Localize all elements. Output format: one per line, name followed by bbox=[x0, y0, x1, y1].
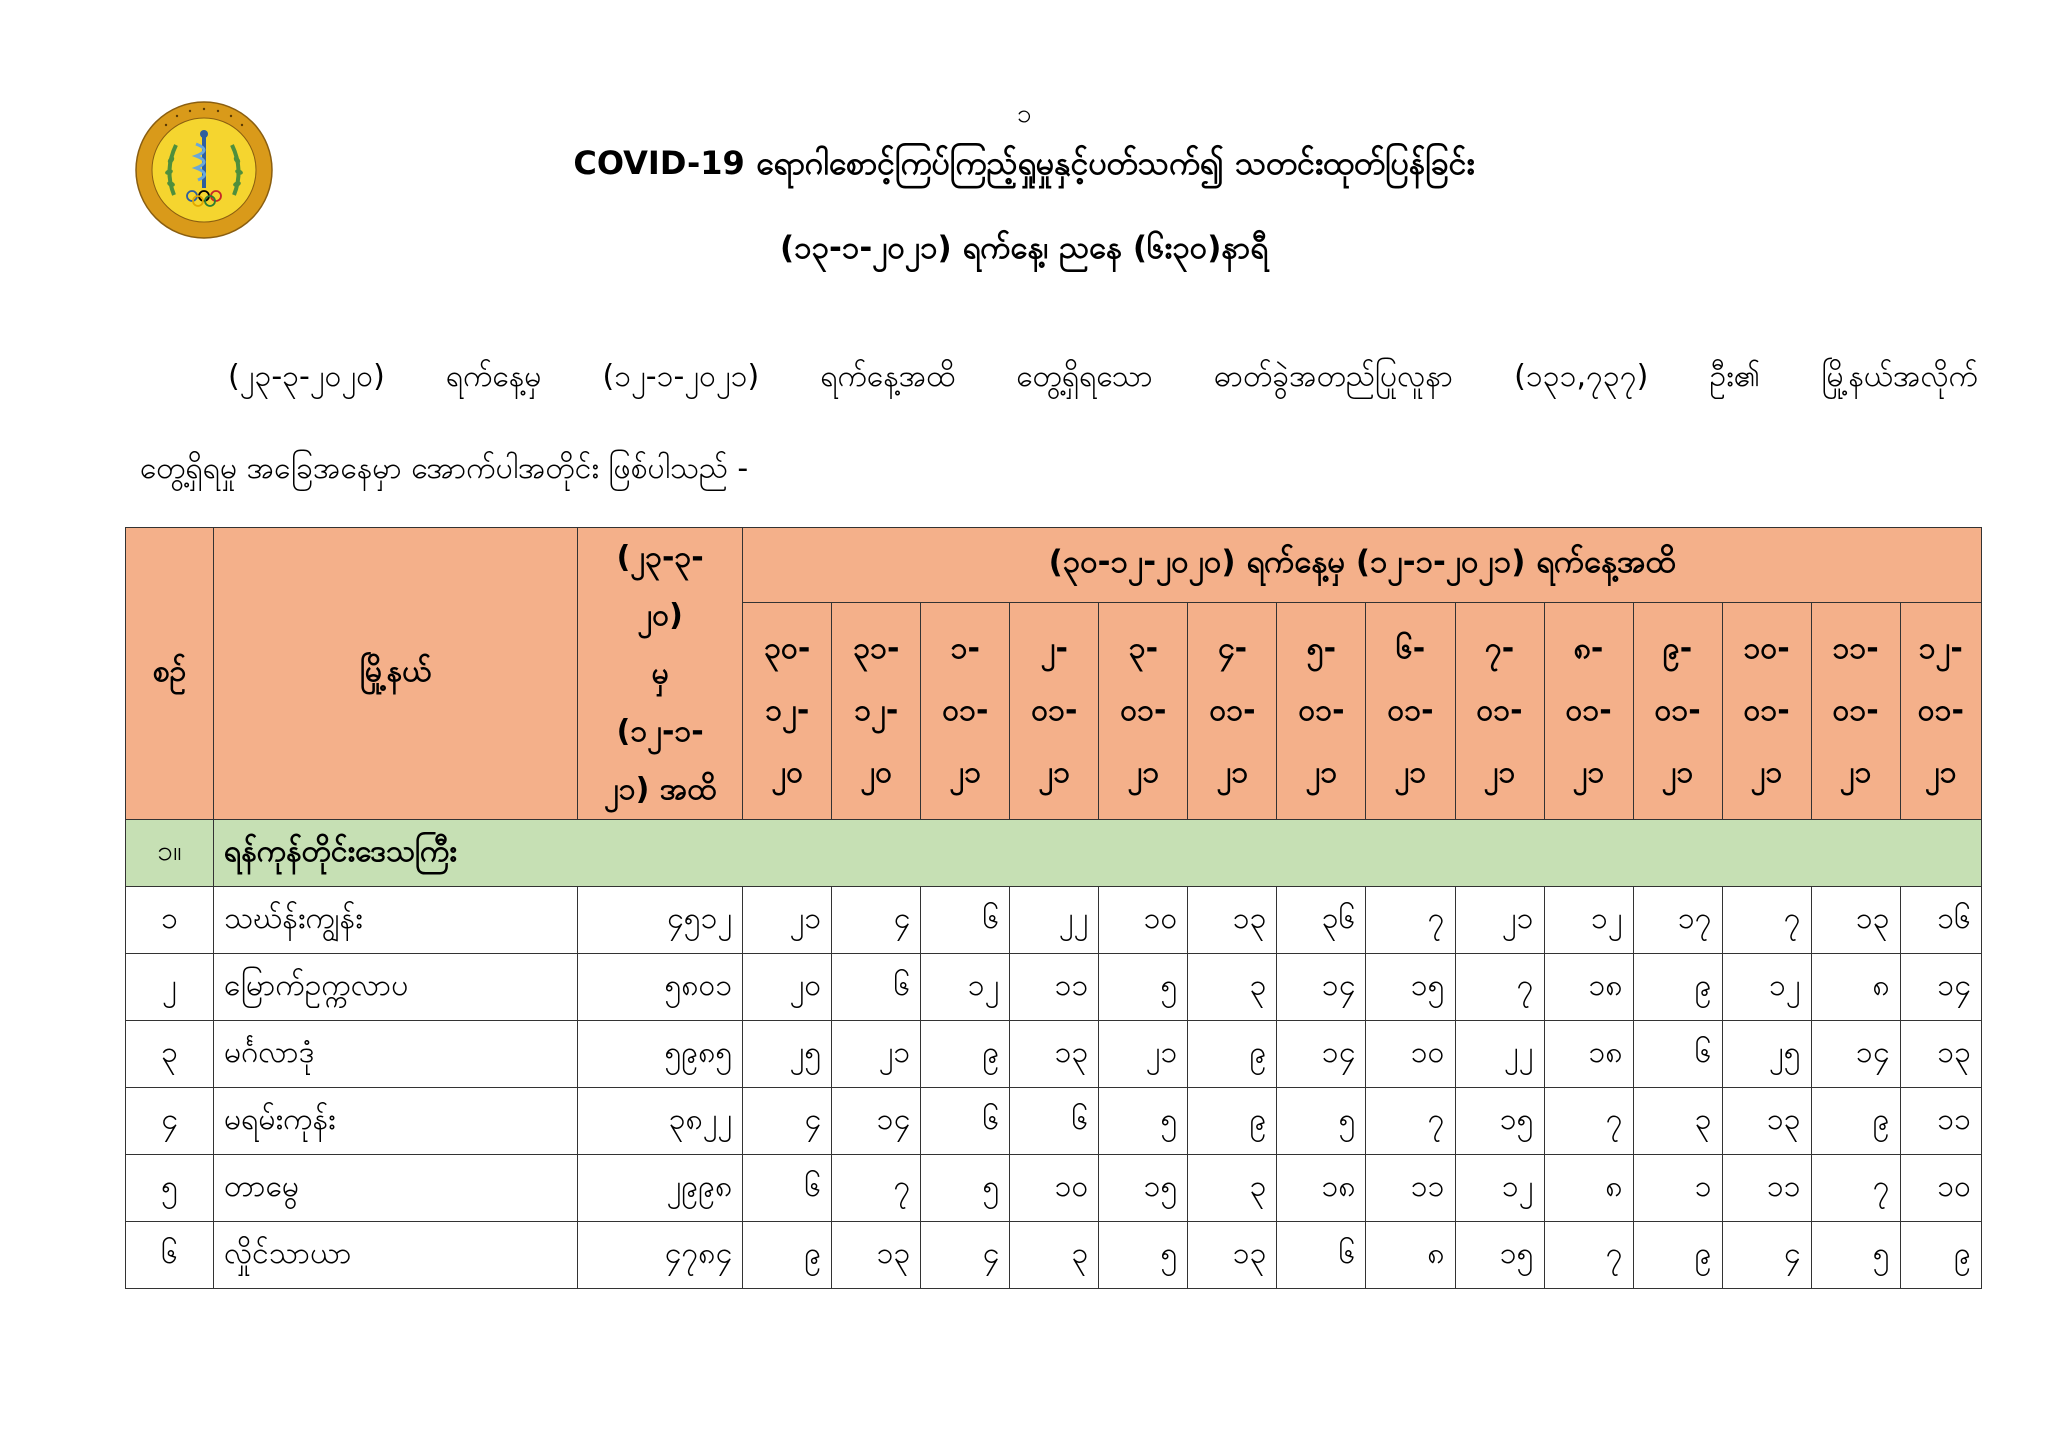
row-daily-count: ၁၄ bbox=[1811, 1021, 1900, 1088]
row-township-name: တာမွေ bbox=[214, 1155, 578, 1222]
date-header-cell bbox=[1455, 603, 1544, 820]
row-daily-count: ၉ bbox=[1188, 1088, 1277, 1155]
date-header-line: ၀၁- bbox=[1476, 693, 1523, 728]
row-daily-count: ၁၅ bbox=[1455, 1222, 1544, 1289]
row-serial-number: ၅ bbox=[126, 1155, 214, 1222]
row-daily-count: ၈ bbox=[1366, 1222, 1455, 1289]
cumulative-header-line: (၁၂-၁- bbox=[616, 713, 704, 749]
date-header-line: ၂၁ bbox=[1925, 755, 1957, 790]
row-daily-count: ၁၇ bbox=[1633, 887, 1722, 954]
row-cumulative-total: ၄၅၁၂ bbox=[578, 887, 743, 954]
date-header-line: ၂၁ bbox=[1750, 755, 1783, 790]
column-header-date-range: (၃၀-၁၂-၂၀၂၀) ရက်နေ့မှ (၁၂-၁-၂၀၂၁) ရက်နေ့အထိ bbox=[743, 528, 1982, 603]
date-header-line: ၄- bbox=[1217, 631, 1248, 666]
row-daily-count: ၁၃ bbox=[1722, 1088, 1811, 1155]
date-header-line: ၉- bbox=[1662, 631, 1693, 666]
row-daily-count: ၁၀ bbox=[1099, 887, 1188, 954]
date-header-line: ၂၁ bbox=[949, 755, 982, 790]
date-header-line: ၁၂- bbox=[1918, 631, 1963, 666]
row-daily-count: ၁၀ bbox=[1900, 1155, 1981, 1222]
page-title: COVID-19 ရောဂါစောင့်ကြပ်ကြည့်ရှုမှုနှင့်ပတ်သက်၍ သတင်းထုတ်ပြန်ခြင်း bbox=[573, 144, 1475, 182]
column-header-cumulative bbox=[578, 528, 743, 820]
row-daily-count: ၆ bbox=[921, 887, 1010, 954]
row-daily-count: ၁၃ bbox=[1811, 887, 1900, 954]
region-row bbox=[126, 820, 1982, 887]
row-daily-count: ၂၅ bbox=[743, 1021, 832, 1088]
row-daily-count: ၁၁ bbox=[1366, 1155, 1455, 1222]
date-header-line: ၀၁- bbox=[1565, 693, 1612, 728]
row-daily-count: ၉ bbox=[1633, 954, 1722, 1021]
date-header-cell bbox=[1544, 603, 1633, 820]
date-header-line: ၀၁- bbox=[1654, 693, 1701, 728]
township-cases-table bbox=[125, 527, 1982, 1289]
date-header-line: ၂၁ bbox=[1572, 755, 1605, 790]
row-daily-count: ၁၂ bbox=[921, 954, 1010, 1021]
date-header-line: ၂၁ bbox=[1127, 755, 1160, 790]
row-daily-count: ၁၀ bbox=[1366, 1021, 1455, 1088]
row-daily-count: ၅ bbox=[1099, 1222, 1188, 1289]
date-header-line: ၆- bbox=[1395, 631, 1426, 666]
row-daily-count: ၁၂ bbox=[1544, 887, 1633, 954]
row-daily-count: ၂၁ bbox=[743, 887, 832, 954]
row-serial-number: ၆ bbox=[126, 1222, 214, 1289]
date-header-line: ၀၁- bbox=[1387, 693, 1434, 728]
row-daily-count: ၉ bbox=[1188, 1021, 1277, 1088]
date-header-line: ၀၁- bbox=[1917, 693, 1964, 728]
table-row bbox=[126, 954, 1982, 1021]
row-township-name: မင်္ဂလာဒုံ bbox=[214, 1021, 578, 1088]
date-header-cell bbox=[743, 603, 832, 820]
row-township-name: လှိုင်သာယာ bbox=[214, 1222, 578, 1289]
date-header-line: ၂၁ bbox=[1394, 755, 1427, 790]
row-township-name: သဃ်န်းကျွန်း bbox=[214, 887, 578, 954]
row-daily-count: ၁၅ bbox=[1099, 1155, 1188, 1222]
date-header-cell bbox=[832, 603, 921, 820]
date-header-line: ၃- bbox=[1128, 631, 1159, 666]
row-daily-count: ၁၄ bbox=[832, 1088, 921, 1155]
row-daily-count: ၃ bbox=[1633, 1088, 1722, 1155]
date-header-line: ၃၁- bbox=[853, 631, 900, 666]
date-header-cell bbox=[1188, 603, 1277, 820]
row-daily-count: ၁၅ bbox=[1455, 1088, 1544, 1155]
row-daily-count: ၃၆ bbox=[1277, 887, 1366, 954]
date-header-line: ၂၁ bbox=[1038, 755, 1071, 790]
cumulative-header-line: ၂၀) bbox=[637, 597, 683, 633]
date-header-line: ၁၂- bbox=[854, 693, 899, 728]
row-daily-count: ၁၁ bbox=[1722, 1155, 1811, 1222]
row-daily-count: ၄ bbox=[743, 1088, 832, 1155]
row-daily-count: ၆ bbox=[743, 1155, 832, 1222]
row-daily-count: ၁၃ bbox=[1900, 1021, 1981, 1088]
row-daily-count: ၁၁ bbox=[1010, 954, 1099, 1021]
row-daily-count: ၁၈ bbox=[1544, 954, 1633, 1021]
row-daily-count: ၇ bbox=[1811, 1155, 1900, 1222]
row-daily-count: ၆ bbox=[1277, 1222, 1366, 1289]
row-daily-count: ၁၃ bbox=[832, 1222, 921, 1289]
date-header-line: ၁၂- bbox=[765, 693, 810, 728]
date-header-line: ၅- bbox=[1306, 631, 1337, 666]
table-row bbox=[126, 887, 1982, 954]
row-daily-count: ၇ bbox=[832, 1155, 921, 1222]
row-township-name: မရမ်းကုန်း bbox=[214, 1088, 578, 1155]
date-header-cell bbox=[1366, 603, 1455, 820]
row-serial-number: ၁ bbox=[126, 887, 214, 954]
region-number: ၁။ bbox=[126, 820, 214, 887]
row-township-name: မြောက်ဥက္ကလာပ bbox=[214, 954, 578, 1021]
row-daily-count: ၁၁ bbox=[1900, 1088, 1981, 1155]
date-header-line: ၀၁- bbox=[1209, 693, 1256, 728]
row-daily-count: ၈ bbox=[1811, 954, 1900, 1021]
row-daily-count: ၆ bbox=[921, 1088, 1010, 1155]
row-daily-count: ၁၆ bbox=[1900, 887, 1981, 954]
row-daily-count: ၉ bbox=[921, 1021, 1010, 1088]
date-header-line: ၂၁ bbox=[1483, 755, 1516, 790]
row-daily-count: ၇ bbox=[1722, 887, 1811, 954]
row-daily-count: ၁၂ bbox=[1455, 1155, 1544, 1222]
date-header-line: ၃၀- bbox=[764, 631, 811, 666]
row-daily-count: ၇ bbox=[1544, 1222, 1633, 1289]
intro-paragraph-line-1: (၂၃-၃-၂၀၂၀) ရက်နေ့မှ (၁၂-၁-၂၀၂၁) ရက်နေ့အထိ တွေ့ရှိရသော ဓာတ်ခွဲအတည်ပြုလူနာ (၁၃၁,၇၃၇) ဦး၏ မြို့နယ်အလိုက် bbox=[228, 359, 1978, 394]
row-daily-count: ၆ bbox=[1633, 1021, 1722, 1088]
column-header-serial-no: စဉ် bbox=[126, 528, 214, 820]
cumulative-header-line: ၂၁) အထိ bbox=[604, 771, 717, 807]
date-header-line: ၀၁- bbox=[1298, 693, 1345, 728]
intro-paragraph-line-2: တွေ့ရှိရမှု အခြေအနေမှာ အောက်ပါအတိုင်း ဖြစ်ပါသည် - bbox=[140, 451, 749, 486]
cumulative-header-line: (၂၃-၃- bbox=[616, 539, 704, 575]
row-daily-count: ၁၀ bbox=[1010, 1155, 1099, 1222]
row-daily-count: ၂၁ bbox=[1099, 1021, 1188, 1088]
row-cumulative-total: ၃၈၂၂ bbox=[578, 1088, 743, 1155]
column-header-township: မြို့နယ် bbox=[214, 528, 578, 820]
row-daily-count: ၂၂ bbox=[1455, 1021, 1544, 1088]
date-header-line: ၀၁- bbox=[1832, 693, 1879, 728]
date-header-line: ၀၁- bbox=[1031, 693, 1078, 728]
row-daily-count: ၁၄ bbox=[1900, 954, 1981, 1021]
row-daily-count: ၆ bbox=[1010, 1088, 1099, 1155]
row-daily-count: ၂၂ bbox=[1010, 887, 1099, 954]
row-daily-count: ၁ bbox=[1633, 1155, 1722, 1222]
row-daily-count: ၃ bbox=[1010, 1222, 1099, 1289]
date-header-cell bbox=[1811, 603, 1900, 820]
date-header-line: ၂၀ bbox=[771, 755, 804, 790]
date-header-line: ၀၁- bbox=[1120, 693, 1167, 728]
row-daily-count: ၅ bbox=[1099, 1088, 1188, 1155]
row-daily-count: ၉ bbox=[1900, 1222, 1981, 1289]
row-daily-count: ၂၀ bbox=[743, 954, 832, 1021]
date-header-cell bbox=[1277, 603, 1366, 820]
row-daily-count: ၁၈ bbox=[1277, 1155, 1366, 1222]
date-header-line: ၁၁- bbox=[1832, 631, 1879, 666]
row-daily-count: ၂၅ bbox=[1722, 1021, 1811, 1088]
table-row bbox=[126, 1088, 1982, 1155]
date-header-line: ၁၀- bbox=[1743, 631, 1790, 666]
row-daily-count: ၁၈ bbox=[1544, 1021, 1633, 1088]
date-header-line: ၀၁- bbox=[942, 693, 989, 728]
row-daily-count: ၉ bbox=[1633, 1222, 1722, 1289]
row-daily-count: ၉ bbox=[1811, 1088, 1900, 1155]
row-daily-count: ၇ bbox=[1455, 954, 1544, 1021]
date-header-line: ၂- bbox=[1040, 631, 1068, 666]
date-header-line: ၂၁ bbox=[1216, 755, 1249, 790]
date-header-line: ၂၁ bbox=[1661, 755, 1694, 790]
date-header-cell bbox=[1900, 603, 1981, 820]
date-header-line: ၁- bbox=[950, 631, 980, 666]
date-header-cell bbox=[1633, 603, 1722, 820]
page-number: ၁ bbox=[1016, 99, 1032, 129]
cumulative-header-line: မှ bbox=[651, 655, 669, 691]
row-daily-count: ၁၅ bbox=[1366, 954, 1455, 1021]
row-daily-count: ၁၂ bbox=[1722, 954, 1811, 1021]
row-daily-count: ၅ bbox=[1277, 1088, 1366, 1155]
row-cumulative-total: ၅၈၀၁ bbox=[578, 954, 743, 1021]
region-name: ရန်ကုန်တိုင်းဒေသကြီး bbox=[214, 820, 1982, 887]
row-serial-number: ၃ bbox=[126, 1021, 214, 1088]
date-header-line: ၂၀ bbox=[860, 755, 893, 790]
date-header-cell bbox=[921, 603, 1010, 820]
row-daily-count: ၂၁ bbox=[1455, 887, 1544, 954]
row-cumulative-total: ၄၇၈၄ bbox=[578, 1222, 743, 1289]
row-daily-count: ၉ bbox=[743, 1222, 832, 1289]
row-daily-count: ၅ bbox=[1099, 954, 1188, 1021]
row-daily-count: ၅ bbox=[1811, 1222, 1900, 1289]
row-cumulative-total: ၂၉၉၈ bbox=[578, 1155, 743, 1222]
row-daily-count: ၄ bbox=[832, 887, 921, 954]
row-daily-count: ၇ bbox=[1366, 1088, 1455, 1155]
table-row bbox=[126, 1021, 1982, 1088]
date-header-line: ၈- bbox=[1573, 631, 1604, 666]
row-daily-count: ၁၃ bbox=[1010, 1021, 1099, 1088]
row-daily-count: ၈ bbox=[1544, 1155, 1633, 1222]
row-daily-count: ၁၃ bbox=[1188, 1222, 1277, 1289]
row-daily-count: ၁၄ bbox=[1277, 954, 1366, 1021]
date-header-cell bbox=[1010, 603, 1099, 820]
row-serial-number: ၄ bbox=[126, 1088, 214, 1155]
row-serial-number: ၂ bbox=[126, 954, 214, 1021]
page-subtitle: (၁၃-၁-၂၀၂၁) ရက်နေ့၊ ညနေ (၆း၃၀)နာရီ bbox=[780, 230, 1268, 266]
date-header-line: ၂၁ bbox=[1839, 755, 1872, 790]
row-daily-count: ၁၄ bbox=[1277, 1021, 1366, 1088]
table-row bbox=[126, 1155, 1982, 1222]
date-header-line: ၀၁- bbox=[1743, 693, 1790, 728]
row-daily-count: ၂၁ bbox=[832, 1021, 921, 1088]
row-cumulative-total: ၅၉၈၅ bbox=[578, 1021, 743, 1088]
table-row bbox=[126, 1222, 1982, 1289]
row-daily-count: ၇ bbox=[1366, 887, 1455, 954]
date-header-line: ၂၁ bbox=[1305, 755, 1338, 790]
row-daily-count: ၃ bbox=[1188, 1155, 1277, 1222]
date-header-cell bbox=[1099, 603, 1188, 820]
date-header-cell bbox=[1722, 603, 1811, 820]
row-daily-count: ၁၃ bbox=[1188, 887, 1277, 954]
date-header-line: ၇- bbox=[1484, 631, 1515, 666]
row-daily-count: ၆ bbox=[832, 954, 921, 1021]
row-daily-count: ၄ bbox=[921, 1222, 1010, 1289]
row-daily-count: ၄ bbox=[1722, 1222, 1811, 1289]
row-daily-count: ၃ bbox=[1188, 954, 1277, 1021]
row-daily-count: ၅ bbox=[921, 1155, 1010, 1222]
row-daily-count: ၇ bbox=[1544, 1088, 1633, 1155]
